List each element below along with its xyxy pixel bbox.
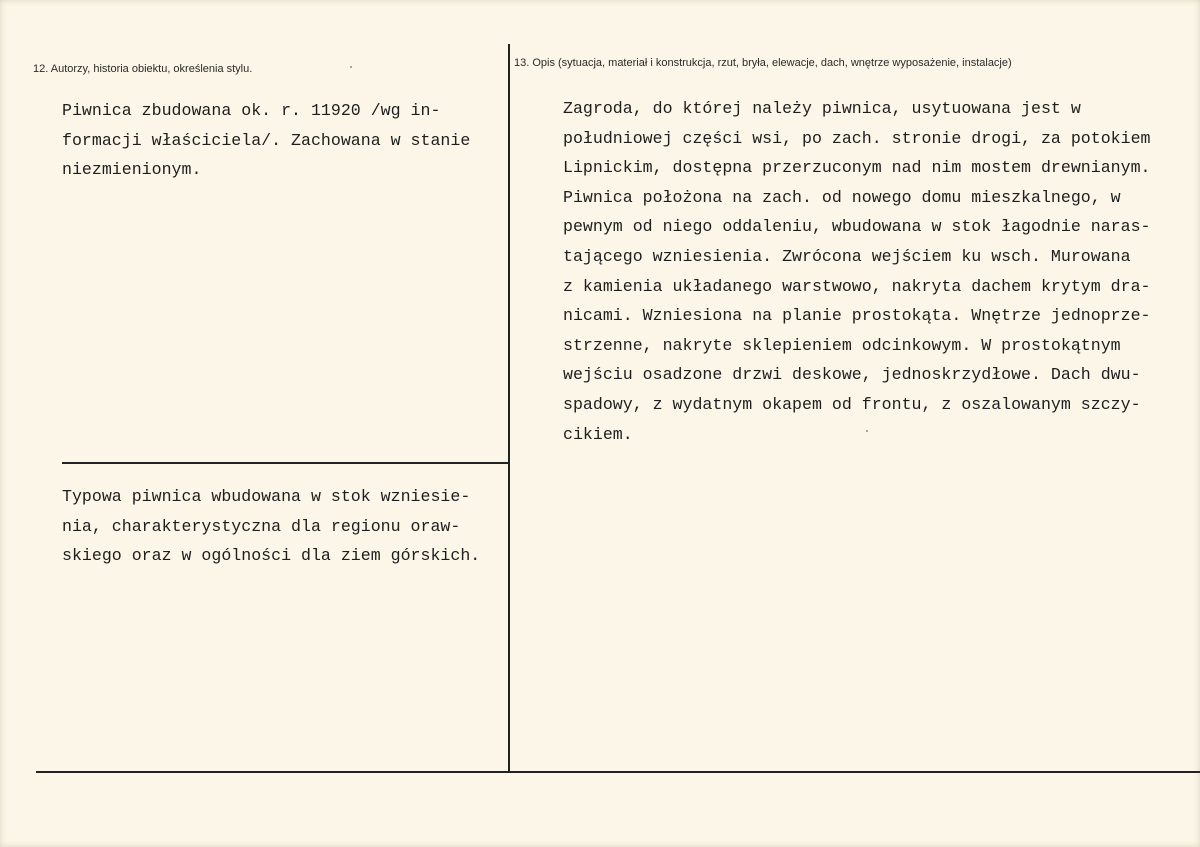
description-line: wejściu osadzone drzwi deskowe, jednoskrzydłowe. Dach dwu-: [563, 365, 1141, 385]
style-line: Typowa piwnica wbudowana w stok wzniesie-: [62, 487, 471, 506]
paper-speck: [350, 66, 352, 68]
description-line: Zagroda, do której należy piwnica, usytuowana jest w: [563, 99, 1081, 118]
history-text: [62, 96, 502, 185]
description-line: nicami. Wzniesiona na planie prostokąta. Wnętrze jednoprze-: [563, 306, 1151, 326]
section-12-label: 12. Autorzy, historia obiektu, określenia stylu.: [33, 63, 253, 75]
description-line: pewnym od niego oddaleniu, wbudowana w stok łagodnie naras-: [563, 217, 1151, 237]
history-line: niezmienionym.: [62, 160, 202, 180]
description-line: spadowy, z wydatnym okapem od frontu, z oszalowanym szczy-: [563, 394, 1141, 414]
style-line: skiego oraz w ogólności dla ziem górskich.: [62, 546, 481, 566]
bottom-rule: [36, 771, 1200, 773]
history-line: Piwnica zbudowana ok. r. 11920 /wg in-: [62, 101, 441, 120]
description-line: południowej części wsi, po zach. stronie drogi, za potokiem: [563, 128, 1151, 148]
description-line: strzenne, nakryte sklepieniem odcinkowym. W prostokątnym: [563, 335, 1121, 355]
description-line: z kamienia układanego warstwowo, nakryta dachem krytym dra-: [563, 276, 1151, 296]
paper-speck: [866, 430, 868, 432]
description-line: Lipnickim, dostępna przerzuconym nad nim mostem drewnianym.: [563, 158, 1151, 178]
history-line: formacji właściciela/. Zachowana w stanie: [62, 130, 471, 150]
left-column-divider: [62, 462, 510, 464]
style-text: [62, 482, 502, 571]
style-line: nia, charakterystyczna dla regionu oraw-: [62, 516, 461, 536]
column-divider: [508, 44, 510, 772]
section-13-label: 13. Opis (sytuacja, materiał i konstrukcja, rzut, bryła, elewacje, dach, wnętrze wyposażenie, instalacje): [514, 57, 1012, 69]
description-text: [563, 94, 1183, 449]
description-line: tającego wzniesienia. Zwrócona wejściem ku wsch. Murowana: [563, 246, 1131, 266]
description-line: Piwnica położona na zach. od nowego domu mieszkalnego, w: [563, 187, 1121, 207]
description-line: cikiem.: [563, 424, 633, 444]
